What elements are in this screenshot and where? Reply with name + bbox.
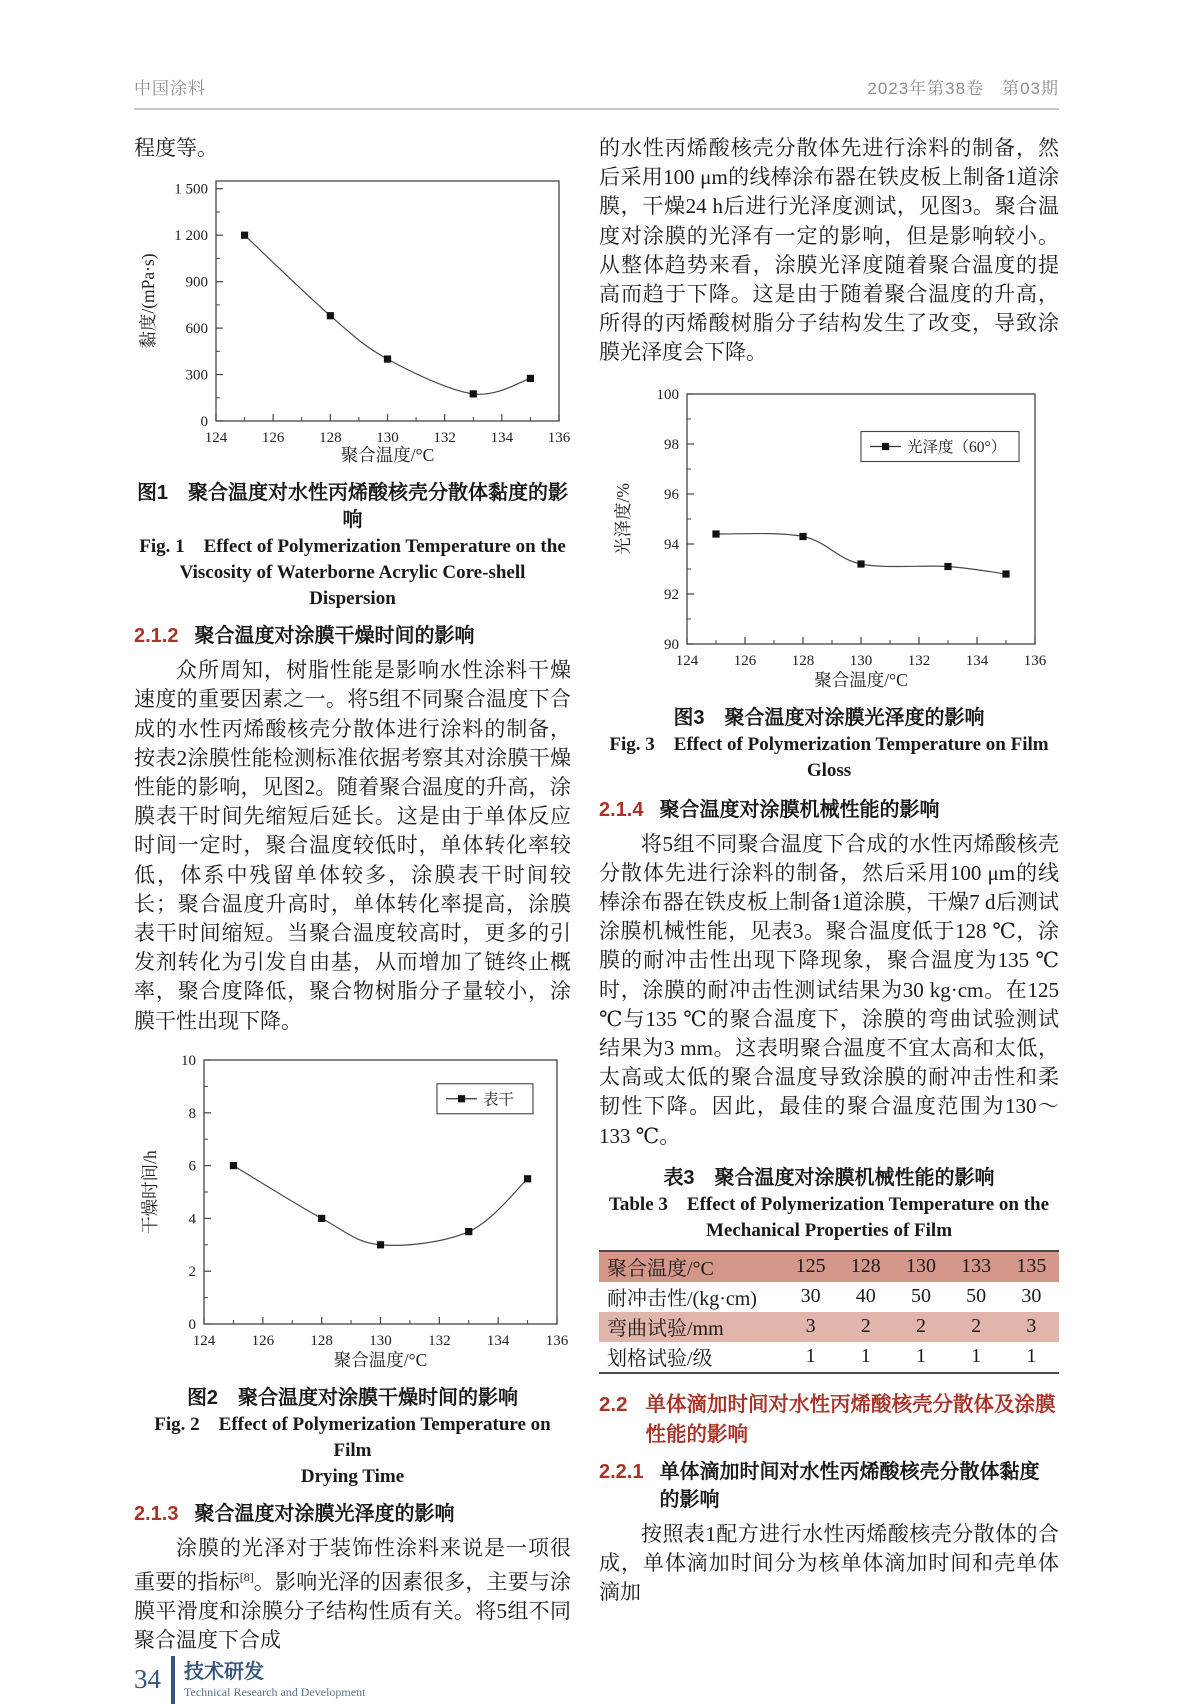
section-title: 聚合温度对涂膜光泽度的影响	[194, 1502, 455, 1525]
svg-text:124: 124	[192, 1332, 216, 1349]
table-3-caption-en2: Mechanical Properties of Film	[705, 1219, 953, 1241]
cell-value: 135	[1016, 1255, 1047, 1278]
svg-text:表干: 表干	[482, 1091, 514, 1109]
svg-text:1 500: 1 500	[174, 181, 208, 198]
cell-value: 1	[860, 1345, 871, 1368]
svg-text:0: 0	[188, 1316, 196, 1333]
cell-value: 30	[800, 1285, 821, 1308]
svg-text:128: 128	[791, 652, 815, 669]
row-label: 划格试验/级	[607, 1348, 713, 1371]
cell-value: 50	[966, 1285, 987, 1308]
cell-value: 40	[855, 1285, 876, 1308]
table-3-grid	[599, 1250, 1059, 1374]
svg-text:94: 94	[664, 536, 679, 553]
footer-divider-bar	[171, 1656, 175, 1704]
svg-text:0: 0	[200, 414, 208, 431]
journal-title: 中国涂料	[134, 79, 206, 98]
cell-value: 133	[961, 1255, 992, 1278]
table-row	[599, 1312, 1059, 1342]
svg-text:128: 128	[310, 1332, 333, 1349]
figure-2	[134, 1048, 571, 1490]
svg-text:126: 126	[251, 1332, 275, 1349]
table-row	[599, 1342, 1059, 1373]
figure-2-caption-en2: Drying Time	[300, 1465, 405, 1487]
svg-text:聚合温度/°C: 聚合温度/°C	[814, 669, 908, 690]
svg-text:90: 90	[664, 636, 679, 653]
svg-text:130: 130	[849, 652, 873, 669]
svg-text:124: 124	[204, 430, 228, 447]
svg-text:光泽度/%: 光泽度/%	[613, 482, 633, 555]
section-title: 聚合温度对涂膜机械性能的影响	[659, 798, 940, 821]
svg-text:136: 136	[547, 430, 571, 447]
svg-text:聚合温度/°C: 聚合温度/°C	[333, 1349, 428, 1370]
body-text: 涂膜的光泽对于装饰性涂料来说是一项很重要的指标	[134, 1535, 571, 1595]
section-title: 单体滴加时间对水性丙烯酸核壳分散体及涂膜性能的影响	[645, 1392, 1056, 1446]
figure-3-caption-cn: 图3 聚合温度对涂膜光泽度的影响	[673, 706, 985, 729]
page-header	[134, 74, 1059, 110]
svg-text:136: 136	[1023, 652, 1047, 669]
svg-text:124: 124	[675, 652, 699, 669]
fig2-drying-time-line-chart	[134, 1048, 571, 1376]
svg-text:4: 4	[188, 1211, 196, 1228]
svg-text:8: 8	[188, 1105, 196, 1122]
svg-text:134: 134	[965, 652, 989, 669]
figure-1-caption-cn: 图1 聚合温度对水性丙烯酸核壳分散体黏度的影响	[136, 482, 569, 532]
svg-text:134: 134	[486, 1332, 510, 1349]
figure-2-caption-en: Fig. 2 Effect of Polymerization Temperature on Film	[154, 1413, 551, 1461]
cell-value: 2	[971, 1315, 982, 1338]
page-number: 34	[134, 1664, 161, 1695]
cell-value: 1	[915, 1345, 926, 1368]
paragraph-continuation: 程度等。	[134, 136, 218, 160]
two-column-body	[134, 134, 1059, 1656]
section-2-2-1-body: 按照表1配方进行水性丙烯酸核壳分散体的合成，单体滴加时间分为核单体滴加时间和壳单体滴加	[599, 1521, 1059, 1605]
cell-value: 125	[795, 1255, 826, 1278]
cell-value: 130	[905, 1255, 936, 1278]
cell-value: 3	[1026, 1315, 1037, 1338]
fig3-gloss-line-chart	[599, 382, 1051, 696]
table-3-caption-cn: 表3 聚合温度对涂膜机械性能的影响	[663, 1166, 995, 1189]
svg-text:聚合温度/°C: 聚合温度/°C	[340, 445, 435, 466]
table-row	[599, 1251, 1059, 1282]
svg-text:干燥时间/h: 干燥时间/h	[140, 1150, 160, 1234]
section-number: 2.1.3	[134, 1502, 179, 1525]
figure-3-caption-en2: Gloss	[806, 759, 852, 781]
section-heading-2-1-2	[134, 622, 571, 650]
svg-text:136: 136	[545, 1332, 569, 1349]
issue-info: 2023年第38卷 第03期	[867, 79, 1059, 98]
figure-3	[599, 382, 1059, 784]
svg-text:6: 6	[188, 1158, 196, 1175]
section-number: 2.2	[599, 1392, 628, 1416]
section-heading-2-2-1	[599, 1458, 1059, 1514]
svg-text:300: 300	[185, 367, 208, 384]
figure-1	[134, 171, 571, 612]
cell-value: 1	[1026, 1345, 1037, 1368]
footer-section-en: Technical Research and Development	[184, 1684, 366, 1699]
left-column	[134, 134, 571, 1656]
svg-text:130: 130	[369, 1332, 392, 1349]
section-title: 聚合温度对涂膜干燥时间的影响	[194, 625, 475, 648]
cell-value: 1	[805, 1345, 816, 1368]
section-heading-2-1-4	[599, 796, 1059, 824]
svg-text:134: 134	[490, 430, 514, 447]
svg-text:126: 126	[261, 430, 285, 447]
section-2-1-3-body	[134, 1534, 571, 1656]
section-number: 2.2.1	[599, 1460, 644, 1483]
fig1-viscosity-line-chart	[134, 171, 571, 471]
cell-value: 1	[971, 1345, 982, 1368]
cell-value: 30	[1021, 1285, 1042, 1308]
svg-text:128: 128	[319, 430, 342, 447]
table-3-caption-en: Table 3 Effect of Polymerization Temperature on the	[608, 1193, 1050, 1215]
cell-value: 2	[915, 1315, 926, 1338]
footer-section-cn: 技术研发	[184, 1660, 264, 1683]
svg-text:96: 96	[664, 486, 679, 503]
section-number: 2.1.2	[134, 625, 179, 648]
svg-text:98: 98	[664, 436, 679, 453]
table-3	[599, 1165, 1059, 1374]
svg-text:1 200: 1 200	[174, 228, 208, 245]
reference-marker: [8]	[239, 1570, 254, 1585]
svg-text:黏度/(mPa·s): 黏度/(mPa·s)	[138, 253, 158, 349]
svg-text:132: 132	[428, 1332, 451, 1349]
svg-text:2: 2	[188, 1264, 196, 1281]
figure-1-caption-en2: Viscosity of Waterborne Acrylic Core-shell Dispersion	[179, 562, 526, 610]
figure-2-caption	[134, 1385, 571, 1490]
svg-text:132: 132	[433, 430, 456, 447]
svg-text:92: 92	[664, 586, 679, 603]
section-title: 单体滴加时间对水性丙烯酸核壳分散体黏度的影响	[659, 1460, 1040, 1511]
svg-text:900: 900	[185, 274, 208, 291]
row-label: 耐冲击性/(kg·cm)	[607, 1288, 757, 1311]
svg-text:10: 10	[181, 1052, 196, 1069]
cell-value: 50	[910, 1285, 931, 1308]
table-row	[599, 1282, 1059, 1312]
figure-3-caption	[599, 705, 1059, 784]
section-2-1-2-body: 众所周知，树脂性能是影响水性涂料干燥速度的重要因素之一。将5组不同聚合温度下合成的水性丙烯酸核壳分散体进行涂料的制备，按表2涂膜性能检测标准依据考察其对涂膜干燥性能的影响，见图2。随着聚合温度的升高，涂膜表干时间先缩短后延长。这是由于单体反应时间一定时，聚合温度较低时，单体转化率较低，体系中残留单体较多，涂膜表干时间较长；聚合温度升高时，单体转化率提高，涂膜表干时间缩短。当聚合温度较高时，更多的引发剂转化为引发自由基，从而增加了链终止概率，聚合度降低，聚合物树脂分子量较小，涂膜干性出现下降。	[134, 658, 571, 1033]
cell-value: 128	[850, 1255, 881, 1278]
svg-text:光泽度（60°）: 光泽度（60°）	[907, 438, 1007, 456]
svg-text:132: 132	[907, 652, 931, 669]
figure-1-caption	[134, 480, 571, 612]
section-heading-2-1-3	[134, 1500, 571, 1528]
body-text: 。影响光泽的因素很多，主要与涂膜平滑度和涂膜分子结构性质有关。将5组不同聚合温度下合成	[134, 1570, 571, 1653]
section-number: 2.1.4	[599, 798, 644, 821]
page-footer	[134, 1656, 1059, 1704]
paragraph-continuation: 的水性丙烯酸核壳分散体先进行涂料的制备，然后采用100 μm的线棒涂布器在铁皮板上制备1道涂膜，干燥24 h后进行光泽度测试，见图3。聚合温度对涂膜的光泽有一定的影响，但是影响较小。从整体趋势来看，涂膜光泽度随着聚合温度的提高而趋于下降。这是由于随着聚合温度的升高，所得的丙烯酸树脂分子结构发生了改变，导致涂膜光泽度会下降。	[599, 136, 1059, 365]
figure-3-caption-en: Fig. 3 Effect of Polymerization Temperature on Film	[609, 733, 1049, 755]
footer-section	[184, 1660, 365, 1700]
svg-text:100: 100	[656, 386, 679, 403]
cell-value: 2	[860, 1315, 871, 1338]
row-label: 聚合温度/°C	[607, 1258, 714, 1281]
section-2-1-4-body: 将5组不同聚合温度下合成的水性丙烯酸核壳分散体先进行涂料的制备，然后采用100 μm的线棒涂布器在铁皮板上制备1道涂膜，干燥7 d后测试涂膜机械性能，见表3。聚合温度低于128 ℃，涂膜的耐冲击性出现下降现象，聚合温度为135 ℃时，涂膜的耐冲击性测试结果为30 kg·cm。在125 ℃与135 ℃的聚合温度下，涂膜的弯曲试验测试结果为3 mm。这表明聚合温度不宜太高和太低，太高或太低的聚合温度导致涂膜的耐冲击性和柔韧性下降。因此，最佳的聚合温度范围为130～133 ℃。	[599, 831, 1059, 1148]
row-label: 弯曲试验/mm	[607, 1318, 724, 1341]
figure-2-caption-cn: 图2 聚合温度对涂膜干燥时间的影响	[186, 1386, 519, 1409]
figure-1-caption-en: Fig. 1 Effect of Polymerization Temperature on the	[139, 536, 566, 558]
right-column	[599, 134, 1059, 1656]
section-heading-2-2	[599, 1390, 1059, 1450]
table3-body	[599, 1251, 1059, 1373]
svg-text:126: 126	[733, 652, 757, 669]
cell-value: 3	[805, 1315, 816, 1338]
svg-text:130: 130	[376, 430, 399, 447]
svg-text:600: 600	[185, 321, 208, 338]
